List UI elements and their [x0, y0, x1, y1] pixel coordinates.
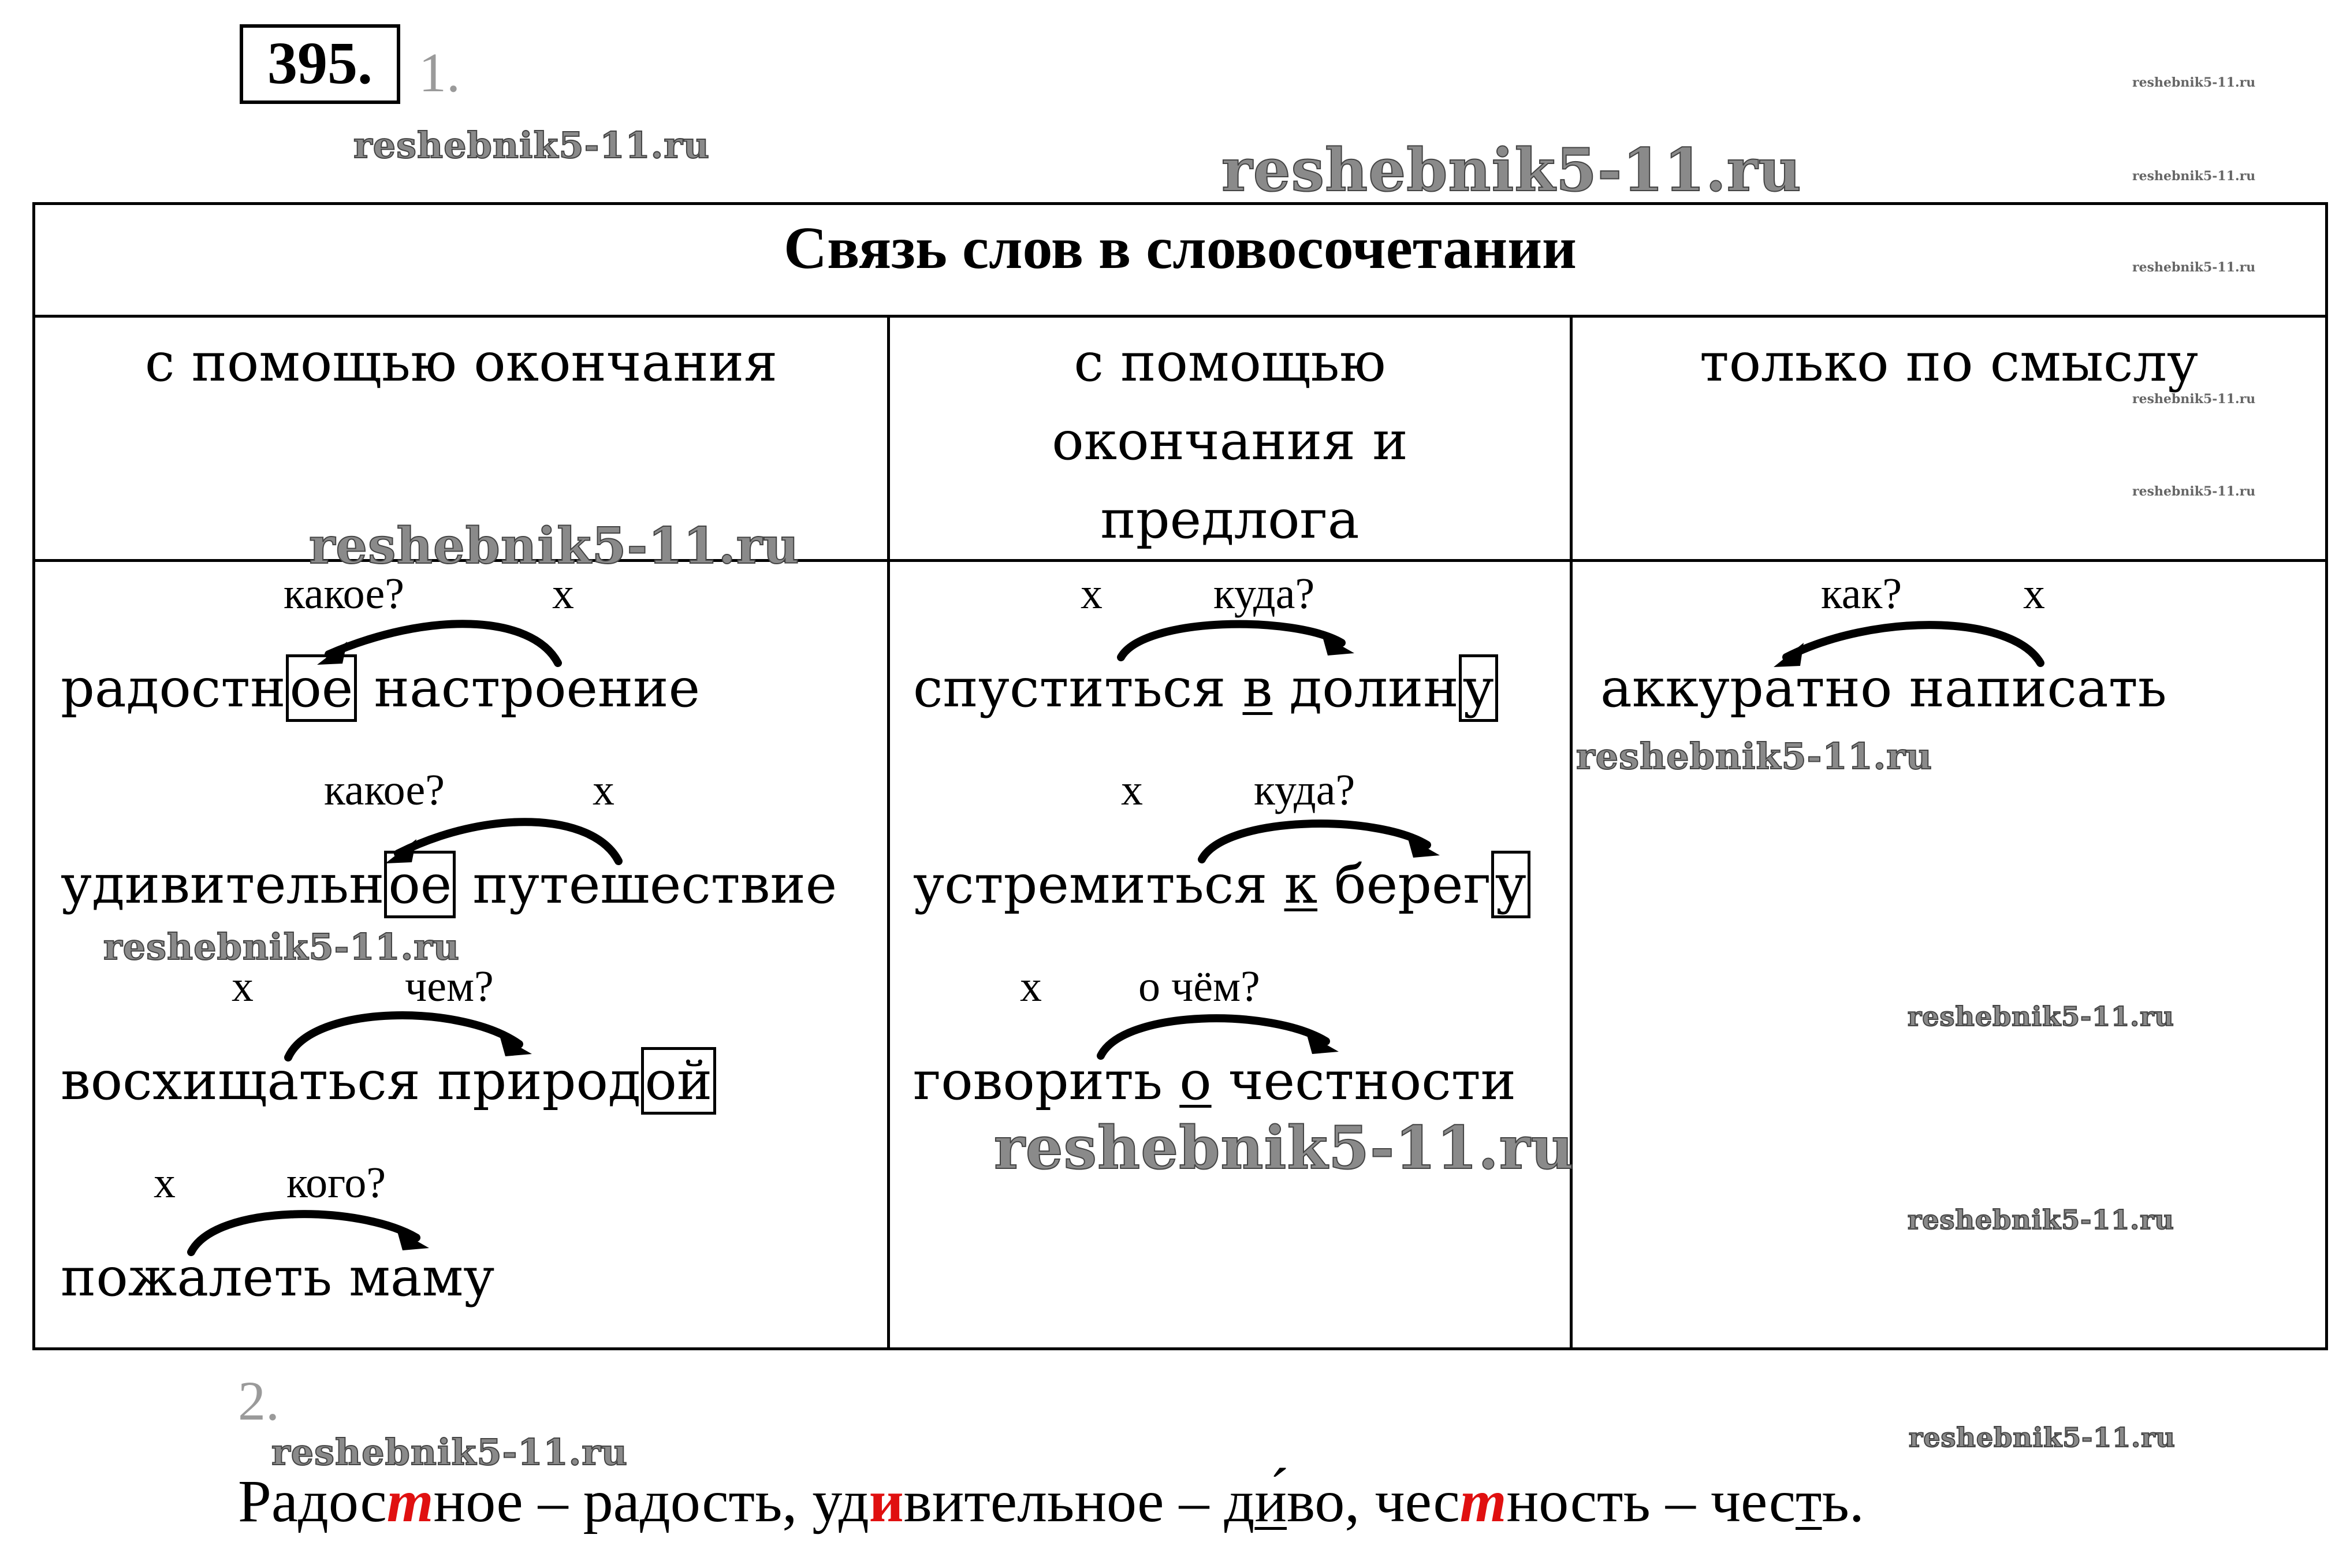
phrase: пожалеть маму [61, 1246, 495, 1308]
watermark: reshebnik5-11.ru [994, 1113, 1574, 1183]
exercise-number: 395. [267, 30, 373, 96]
x-label: x [2023, 569, 2045, 618]
column-ending [34, 561, 889, 1349]
watermark: reshebnik5-11.ru [1576, 735, 1932, 777]
watermark: reshebnik5-11.ru [2132, 260, 2256, 275]
header-ending-preposition: с помощью окончания и предлога [889, 316, 1571, 561]
watermark: reshebnik5-11.ru [1908, 1001, 2174, 1032]
phrase: удивительное путешествие [61, 854, 837, 915]
header-meaning: только по смыслу [1571, 316, 2327, 561]
highlight-letter: т [386, 1468, 434, 1535]
part2-label: 2. [238, 1370, 280, 1432]
phrase-example [1573, 562, 2325, 735]
phrase-example [35, 562, 887, 735]
preposition: о [1179, 1050, 1212, 1112]
part1-label: 1. [419, 42, 460, 103]
watermark: reshebnik5-11.ru [271, 1431, 628, 1473]
question-label: куда? [1213, 569, 1315, 618]
phrase-example [890, 955, 1570, 1128]
ending-box: ое [286, 654, 357, 722]
connection-table [32, 202, 2328, 1350]
watermark: reshebnik5-11.ru [1909, 1422, 2176, 1453]
watermark: reshebnik5-11.ru [2132, 484, 2256, 499]
phrase-example [35, 758, 887, 932]
highlight-letter: т [1459, 1468, 1507, 1535]
question-label: куда? [1254, 766, 1355, 814]
preposition: в [1242, 657, 1273, 719]
question-label: какое? [284, 569, 404, 618]
watermark: reshebnik5-11.ru [1908, 1204, 2174, 1235]
phrase: спуститься в долину [913, 657, 1498, 719]
ending-box: у [1459, 654, 1498, 722]
question-label: кого? [286, 1159, 386, 1207]
watermark: reshebnik5-11.ru [309, 517, 800, 575]
question-label: чем? [405, 962, 494, 1011]
watermark: reshebnik5-11.ru [2132, 169, 2256, 184]
phrase: говорить о честности [913, 1050, 1516, 1112]
x-label: x [1081, 569, 1103, 618]
table-title: Связь слов в словосочетании [34, 204, 2327, 316]
phrase-example [35, 955, 887, 1128]
x-label: x [232, 962, 254, 1011]
phrase: восхищаться природой [61, 1050, 716, 1112]
x-label: x [1020, 962, 1042, 1011]
phrase: аккуратно написать [1600, 657, 2167, 719]
x-label: x [552, 569, 574, 618]
x-label: x [1121, 766, 1143, 814]
column-ending-preposition [889, 561, 1574, 1349]
highlight-letter: и [869, 1468, 904, 1535]
watermark: reshebnik5-11.ru [2132, 392, 2256, 407]
phrase: радостное настроение [61, 657, 700, 719]
question-label: какое? [324, 766, 445, 814]
watermark: reshebnik5-11.ru [353, 124, 710, 166]
preposition: к [1284, 854, 1318, 915]
ending-box: ой [641, 1047, 717, 1115]
column-meaning [1571, 561, 2327, 1349]
ending-box: у [1491, 851, 1530, 918]
question-label: как? [1821, 569, 1902, 618]
phrase-example [890, 758, 1570, 932]
ending-box: ое [384, 851, 456, 918]
phrase-example [35, 1151, 887, 1324]
x-label: x [154, 1159, 176, 1207]
phrase: устремиться к берегу [913, 854, 1530, 915]
underlined-letter: т [1796, 1468, 1822, 1535]
watermark: reshebnik5-11.ru [103, 926, 460, 968]
answer-line: Радостное – радость, удивительное – ди́во, честность – честь. [238, 1468, 1864, 1535]
x-label: x [593, 766, 614, 814]
phrase-example [890, 562, 1570, 735]
underlined-letter: и́ [1254, 1468, 1287, 1535]
header-ending: с помощью окончания [34, 316, 889, 561]
question-label: о чём? [1138, 962, 1260, 1011]
watermark: reshebnik5-11.ru [1221, 136, 1802, 205]
exercise-number-box [240, 24, 400, 104]
watermark: reshebnik5-11.ru [2132, 75, 2256, 90]
